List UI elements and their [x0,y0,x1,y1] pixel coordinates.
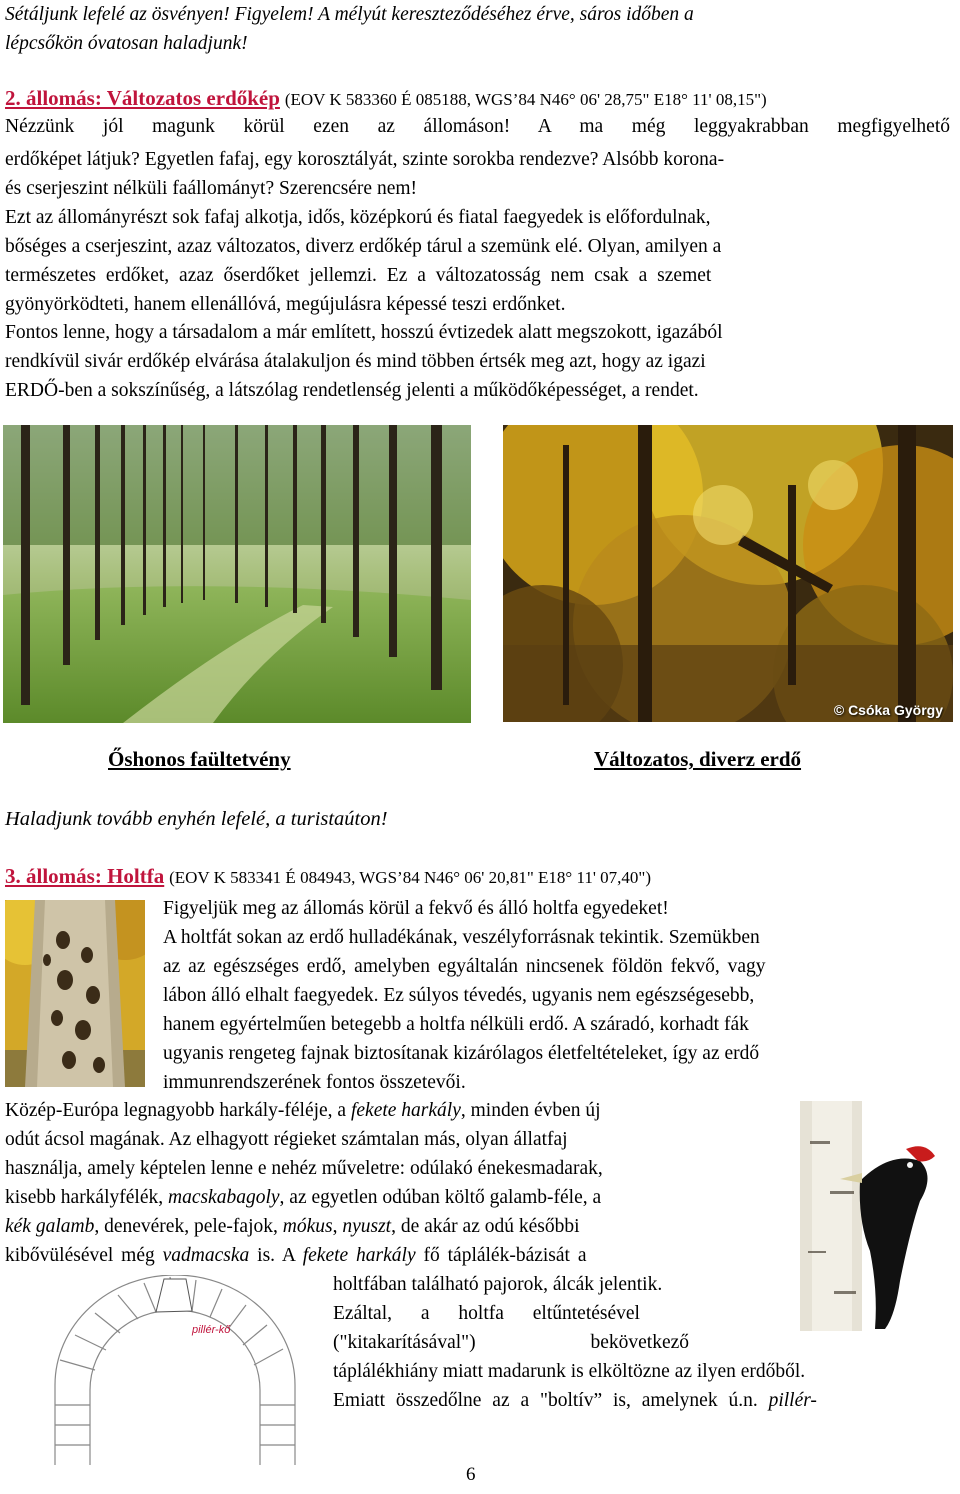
station3-title: 3. állomás: Holtfa [5,864,165,888]
intro-line-1: Sétáljunk lefelé az ösvényen! Figyelem! A mélyút kereszteződéséhez érve, sáros időben a [5,4,694,25]
species-black-woodpecker: fekete harkály [350,1100,461,1121]
s3p1-line: lábon álló elhalt faegyedek. Ez súlyos tévedés, ugyanis nem egészségesebb, [163,985,755,1006]
photo-credit: © Csóka György [833,702,943,718]
s2p1-line: erdőképet látjuk? Egyetlen fafaj, egy korosztályát, szinte sorokba rendezve? Alsóbb korona- [5,149,725,170]
s2p3-line: rendkívül sivár erdőkép elvárása átalakuljon és mind többen értsék meg azt, hogy az igazi [5,351,706,372]
s3p2-line-9: ("kitakarításával") bekövetkező [333,1332,690,1353]
species-tawny-owl: macskabagoly [167,1187,280,1208]
s2p3-line: Fontos lenne, hogy a társadalom a már említett, hosszú évtizedek alatt megszokott, igazából [5,322,723,343]
station3-heading [5,862,950,892]
s3p1-line: ugyanis rengeteg fajnak biztosítanak kizárólagos életfeltételeket, így az erdő [163,1043,760,1064]
station2-coords: (EOV K 583360 É 085188, WGS’84 N46° 06' 28,75" E18° 11' 08,15") [284,90,767,109]
s3p1-line: Figyeljük meg az állomás körül a fekvő és álló holtfa egyedeket! [163,898,669,919]
s3p2-line-5: kék galamb, denevérek, pele-fajok, mókus, nyuszt, de akár az odú későbbi [5,1216,580,1237]
s2p3-line: ERDŐ-ben a sokszínűség, a látszólag rendetlenség jelenti a működőképességet, a rendet. [5,380,699,401]
intro-line-2: lépcsőkön óvatosan haladjunk! [5,33,248,54]
s3p2-line-7: holtfában található pajorok, álcák jelentik. [333,1274,663,1295]
arch-keystone-label: pillér-kő [192,1324,231,1336]
species-squirrel: mókus [282,1216,333,1237]
dead-tree-photo [5,900,145,1087]
s3p2-line-2: odút ácsol magának. Az elhagyott régieket számtalan más, olyan állatfaj [5,1129,568,1150]
s3p2-line-3: használja, amely képtelen lenne e nehéz műveletre: odúlakó énekesmadarak, [5,1158,603,1179]
transition-text: Haladjunk tovább enyhén lefelé, a turistaúton! [5,808,388,830]
s2p1-line: és cserjeszint nélküli faállományt? Szerencsére nem! [5,178,418,199]
s3p1-line: immunrendszerének fontos összetevői. [163,1072,466,1093]
s2p2-line: gyönyörködteti, hanem ellenállóvá, megújulásra képessé teszi erdőnket. [5,294,566,315]
s3p2-line-1: Közép-Európa legnagyobb harkály-féléje, a fekete harkály, minden évben új [5,1100,601,1121]
woodpecker-photo [800,1101,950,1331]
s3p1-line: hanem egyértelműen betegebb a holtfa nélküli erdő. A száradó, korhadt fák [163,1014,749,1035]
station2-heading [5,84,950,114]
s2p2-line: bőséges a cserjeszint, azaz változatos, diverz erdőkép tárul a szemünk elé. Olyan, amilyen a [5,236,722,257]
s3p2-line-11: Emiatt összedőlne az a "boltív” is, amelynek ú.n. pillér- [333,1390,817,1411]
arch-diagram [40,1275,310,1465]
s3p2-line-8: Ezáltal, a holtfa eltűntetésével [333,1303,640,1324]
plantation-photo [3,425,471,723]
s2p1-line: Nézzünk jól magunk körül ezen az állomáson! A ma még leggyakrabban megfigyelhető [5,116,950,137]
s2p2-line: természetes erdőket, azaz őserdőket jellemzi. Ez a változatosság nem csak a szemet [5,265,712,286]
s2p2-line: Ezt az állományrészt sok fafaj alkotja, idős, középkorú és fiatal faegyedek is előfordulnak, [5,207,711,228]
s3p1-line: A holtfát sokan az erdő hulladékának, veszélyforrásnak tekintik. Szemükben [163,927,760,948]
diverse-forest-photo [503,425,953,722]
s3p2-line-4: kisebb harkályfélék, macskabagoly, az egyetlen odúban költő galamb-féle, a [5,1187,602,1208]
page-number: 6 [466,1464,476,1485]
species-stock-dove: kék galamb [5,1216,95,1237]
s3p1-line: az az egészséges erdő, amelyben egyáltalán nincsenek földön fekvő, vagy [163,956,766,977]
station3-coords: (EOV K 583341 É 084943, WGS’84 N46° 06' 20,81" E18° 11' 07,40") [169,868,651,887]
diverse-forest-caption: Változatos, diverz erdő [594,747,802,771]
plantation-caption: Őshonos faültetvény [108,747,291,771]
species-pine-marten: nyuszt [342,1216,392,1237]
s3p2-line-6: kibővülésével még vadmacska is. A fekete harkály fő táplálék-bázisát a [5,1245,587,1266]
s3p2-line-10: táplálékhiány miatt madarunk is elköltözne az ilyen erdőből. [333,1361,806,1382]
species-wildcat: vadmacska [162,1245,250,1266]
species-black-woodpecker-2: fekete harkály [302,1245,416,1266]
station2-title: 2. állomás: Változatos erdőkép [5,86,280,110]
